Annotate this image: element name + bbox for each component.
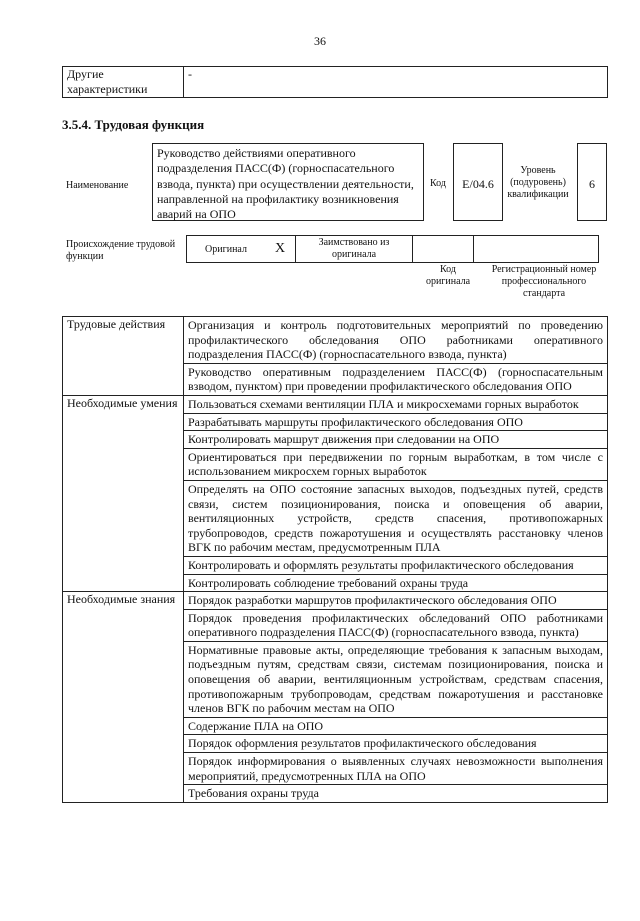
list-item: Контролировать маршрут движения при следовании на ОПО xyxy=(184,431,608,449)
list-item: Ориентироваться при передвижении по горным выработкам, в том числе с использованием микросхем горных выработок xyxy=(184,448,608,480)
list-item: Контролировать и оформлять результаты профилактического обследования xyxy=(184,556,608,574)
page-number: 36 xyxy=(314,34,326,48)
original-mark: X xyxy=(265,236,296,263)
name-label: Наименование xyxy=(66,180,129,191)
list-item: Разрабатывать маршруты профилактического обследования ОПО xyxy=(184,413,608,431)
table-row xyxy=(63,317,608,364)
list-item: Пользоваться схемами вентиляции ПЛА и микросхемами горных выработок xyxy=(184,395,608,413)
list-item: Порядок проведения профилактических обследований ОПО работниками оперативного подразделения ПАСС(Ф) (горноспасательного взвода, пункта) xyxy=(184,609,608,641)
function-name: Руководство действиями оперативного подразделения ПАСС(Ф) (горноспасательного взвода, пункта) при осуществлении деятельности, направленной на профилактику возникновения аварий на ОПО xyxy=(152,143,424,221)
origin-label: Происхождение трудовой функции xyxy=(66,239,176,262)
code-original-caption: Код оригинала xyxy=(425,264,471,287)
main-table xyxy=(62,316,608,803)
origin-table xyxy=(186,235,599,263)
list-item: Содержание ПЛА на ОПО xyxy=(184,717,608,735)
list-item: Контролировать соблюдение требований охраны труда xyxy=(184,574,608,592)
other-characteristics-label: Другие характеристики xyxy=(63,67,184,98)
list-item: Порядок оформления результатов профилактического обследования xyxy=(184,735,608,753)
list-item: Определять на ОПО состояние запасных выходов, подъездных путей, средств связи, систем позиционирования, поиска и оповещения об аварии, вентиляционных устройств, средств спасения, противопожарных трубопроводов, средств пожаротушения и осуществлять расстановку членов ВГК по рабочим местам, предусмотренным ПЛА xyxy=(184,480,608,556)
borrowed-label: Заимствовано из оригинала xyxy=(296,236,413,263)
list-item: Порядок информирования о выявленных случаях невозможности выполнения мероприятий, предусмотренных ПЛА на ОПО xyxy=(184,753,608,785)
list-item: Требования охраны труда xyxy=(184,785,608,803)
table-row xyxy=(63,592,608,610)
table-row xyxy=(63,395,608,413)
function-code: E/04.6 xyxy=(453,143,503,221)
code-original-cell xyxy=(413,236,474,263)
section-title: 3.5.4. Трудовая функция xyxy=(62,117,205,132)
labor-actions-label: Трудовые действия xyxy=(63,317,184,396)
list-item: Порядок разработки маршрутов профилактического обследования ОПО xyxy=(184,592,608,610)
qualification-level-label: Уровень (подуровень) квалификации xyxy=(507,165,569,200)
other-characteristics-table xyxy=(62,66,608,98)
list-item: Организация и контроль подготовительных мероприятий по проведению профилактического обследования ОПО работниками оперативного подразделения ПАСС(Ф) (горноспасательного взвода, пункта) xyxy=(184,317,608,364)
other-characteristics-value: - xyxy=(184,67,608,98)
knowledge-label: Необходимые знания xyxy=(63,592,184,803)
registration-number-cell xyxy=(474,236,599,263)
list-item: Руководство оперативным подразделением ПАСС(Ф) (горноспасательным взводом, пунктом) при проведении профилактического обследования ОПО xyxy=(184,363,608,395)
skills-label: Необходимые умения xyxy=(63,395,184,591)
list-item: Нормативные правовые акты, определяющие требования к запасным выходам, подъездным путям, средствам связи, системам позиционирования, поиска и оповещения об аварии, вентиляционным устройствам, средствам спасения, противопожарным трубопроводам, средствам пожаротушения и расстановке членов ВГК по рабочим местам на ОПО xyxy=(184,641,608,717)
registration-number-caption: Регистрационный номер профессионального стандарта xyxy=(491,264,597,299)
original-label: Оригинал xyxy=(187,236,266,263)
qualification-level: 6 xyxy=(577,143,607,221)
code-label: Код xyxy=(430,178,446,189)
